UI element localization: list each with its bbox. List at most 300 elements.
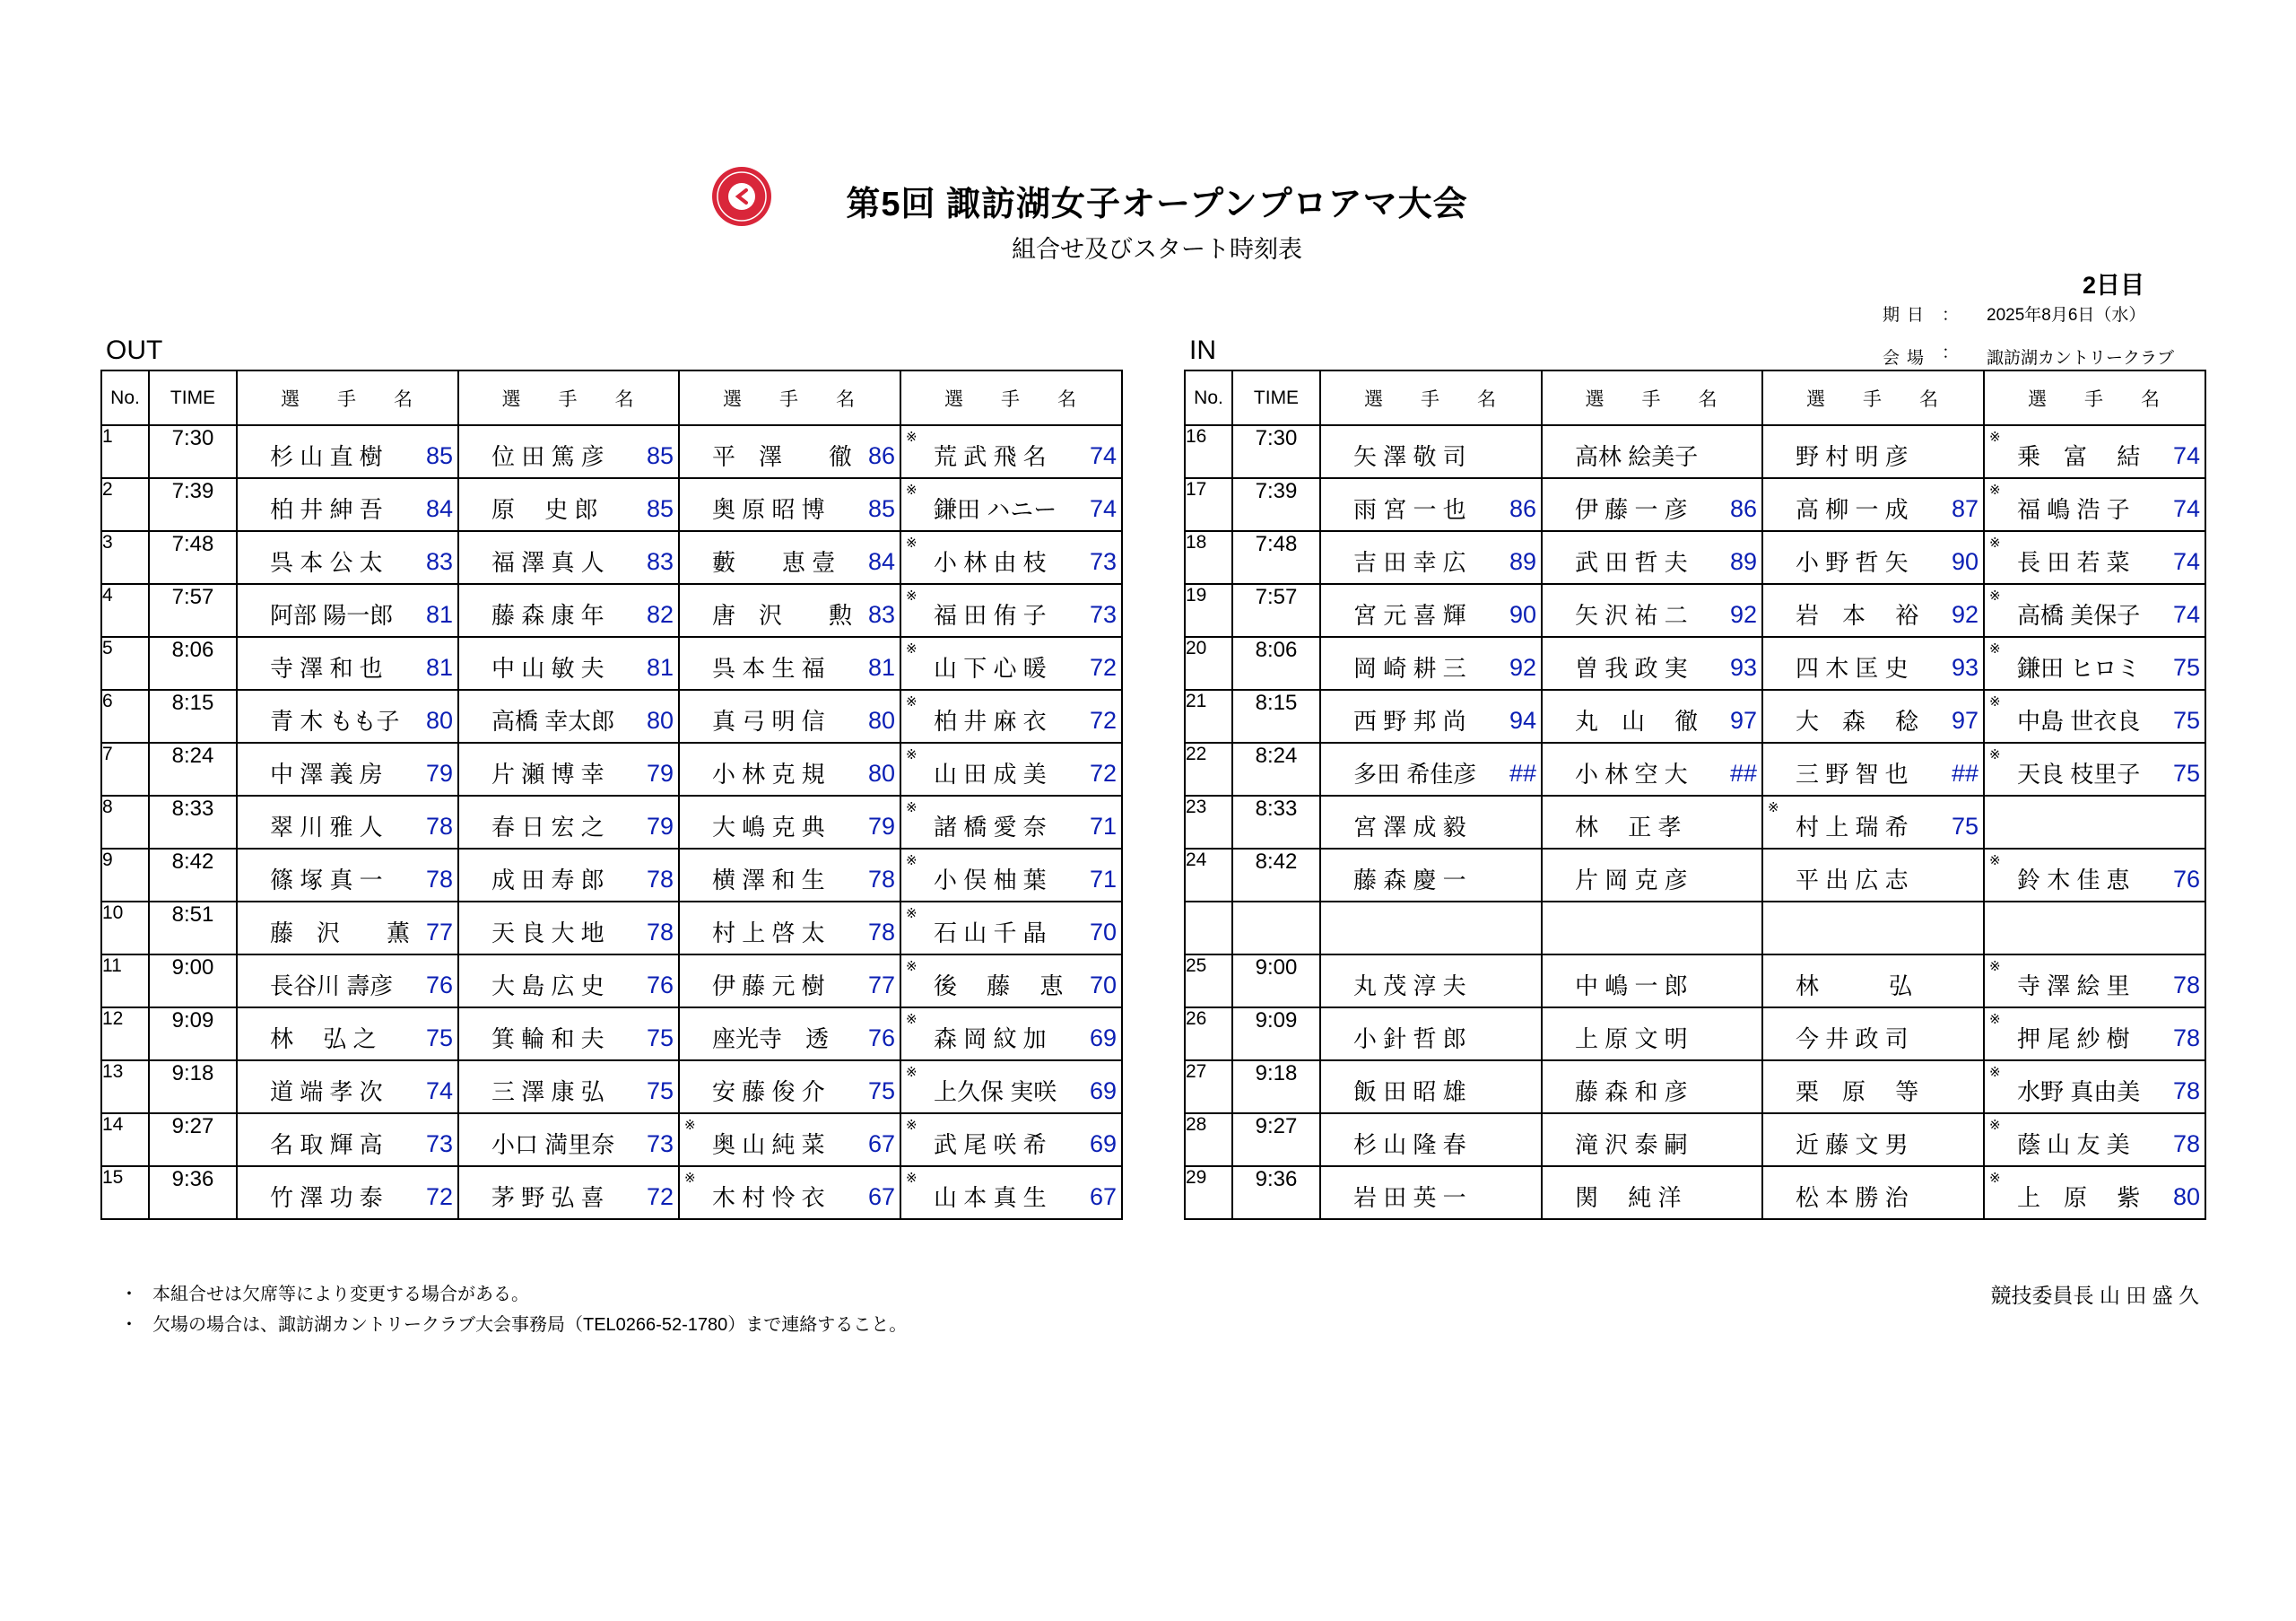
- group-number: 23: [1185, 796, 1232, 849]
- group-number: 12: [101, 1007, 149, 1060]
- player-cell: [1320, 425, 1542, 478]
- player-cell: [1762, 1166, 1984, 1219]
- start-time: 7:30: [1232, 425, 1320, 478]
- player-name: 藤 森 康 年: [491, 602, 604, 629]
- player-name: 藤 森 和 彦: [1575, 1078, 1688, 1105]
- player-score: 85: [425, 442, 453, 469]
- amateur-mark: ※: [906, 694, 918, 710]
- player-score: 79: [867, 813, 895, 840]
- start-time: 9:09: [1232, 1007, 1320, 1060]
- player-name: 藤 森 慶 一: [1353, 867, 1466, 893]
- start-time: 8:33: [149, 796, 237, 849]
- player-score: 76: [425, 972, 453, 998]
- group-number: 27: [1185, 1060, 1232, 1113]
- player-cell: [237, 1060, 458, 1113]
- player-score: 94: [1509, 707, 1536, 734]
- player-name: 今 井 政 司: [1796, 1025, 1909, 1052]
- player-name: 山 下 心 暖: [934, 655, 1047, 682]
- player-name: 長 田 若 菜: [2017, 549, 2130, 576]
- player-cell: [1320, 1060, 1542, 1113]
- group-row: [101, 743, 1122, 796]
- player-name: 三 野 智 也: [1796, 761, 1909, 788]
- player-cell: [1984, 1060, 2205, 1113]
- player-cell: [1984, 1166, 2205, 1219]
- start-time: 8:33: [1232, 796, 1320, 849]
- group-row: [101, 1166, 1122, 1219]
- player-score: 78: [2172, 1024, 2200, 1051]
- page-title: 第5回 諏訪湖女子オープンプロアマ大会: [846, 186, 1468, 223]
- group-number: 29: [1185, 1166, 1232, 1219]
- player-score: 74: [2172, 442, 2200, 469]
- player-score: 72: [1089, 707, 1117, 734]
- player-cell: [1320, 690, 1542, 743]
- player-name: 野 村 明 彦: [1796, 443, 1909, 470]
- player-name: 丸 茂 淳 夫: [1353, 972, 1466, 999]
- player-cell: [1320, 743, 1542, 796]
- player-cell: [458, 743, 679, 796]
- player-score: 89: [1509, 548, 1536, 575]
- start-time: 9:36: [149, 1166, 237, 1219]
- player-cell: [1984, 478, 2205, 531]
- player-cell: [1542, 849, 1762, 902]
- amateur-mark: ※: [1989, 853, 2001, 868]
- player-cell: [1762, 478, 1984, 531]
- player-cell: [1984, 1113, 2205, 1166]
- player-name: 多田 希佳彦: [1353, 761, 1477, 788]
- player-name: 位 田 篤 彦: [491, 443, 604, 470]
- player-score: ##: [1951, 760, 1979, 787]
- player-name: 福 嶋 浩 子: [2017, 496, 2130, 523]
- date-value: 2025年8月6日（水）: [1987, 306, 2146, 325]
- player-cell: [1542, 796, 1762, 849]
- start-time: 9:18: [149, 1060, 237, 1113]
- player-name: 青 木 もも子: [270, 708, 400, 735]
- amateur-mark: ※: [906, 800, 918, 815]
- player-cell: [1542, 637, 1762, 690]
- player-score: 80: [867, 707, 895, 734]
- player-score: ##: [1729, 760, 1757, 787]
- player-name: 後 藤 恵: [934, 972, 1064, 999]
- player-score: 78: [425, 813, 453, 840]
- player-name: 村 上 瑞 希: [1796, 814, 1909, 841]
- player-cell: [1984, 531, 2205, 584]
- col-header-player: 選手名: [1542, 370, 1762, 425]
- group-number: 6: [101, 690, 149, 743]
- player-name: 宮 澤 成 毅: [1353, 814, 1466, 841]
- player-cell: [458, 796, 679, 849]
- player-cell: [1320, 478, 1542, 531]
- player-score: 74: [1089, 495, 1117, 522]
- player-cell: [679, 902, 900, 954]
- group-number: 21: [1185, 690, 1232, 743]
- group-row: [1185, 584, 2205, 637]
- player-score: 76: [646, 972, 674, 998]
- player-name: 飯 田 昭 雄: [1353, 1078, 1466, 1105]
- venue-label: 会場: [1883, 349, 1932, 368]
- player-cell: [458, 849, 679, 902]
- start-time: 7:57: [149, 584, 237, 637]
- player-name: 矢 沢 祐 二: [1575, 602, 1688, 629]
- player-cell: [1542, 902, 1762, 954]
- player-cell: [900, 954, 1122, 1007]
- group-number: [1185, 902, 1232, 954]
- player-cell: [1542, 690, 1762, 743]
- col-header-player: 選手名: [458, 370, 679, 425]
- player-score: 81: [425, 654, 453, 681]
- player-cell: [1762, 637, 1984, 690]
- player-cell: [900, 902, 1122, 954]
- col-header-no: No.: [1185, 370, 1232, 425]
- player-name: 高橋 幸太郎: [491, 708, 615, 735]
- player-cell: [237, 690, 458, 743]
- player-name: 福 澤 真 人: [491, 549, 604, 576]
- start-time: 8:42: [149, 849, 237, 902]
- player-name: 林 正 孝: [1575, 814, 1682, 841]
- group-number: 17: [1185, 478, 1232, 531]
- player-name: 蔭 山 友 美: [2017, 1131, 2130, 1158]
- start-time: 8:06: [1232, 637, 1320, 690]
- player-name: 横 澤 和 生: [712, 867, 825, 893]
- player-cell: [237, 478, 458, 531]
- player-score: 86: [867, 442, 895, 469]
- player-name: 杉 山 隆 春: [1353, 1131, 1466, 1158]
- player-cell: [458, 954, 679, 1007]
- player-cell: [1984, 425, 2205, 478]
- player-cell: [1984, 902, 2205, 954]
- player-score: 79: [425, 760, 453, 787]
- header-row: [1185, 370, 2205, 425]
- player-cell: [1762, 743, 1984, 796]
- amateur-mark: ※: [906, 483, 918, 498]
- col-header-player: 選手名: [900, 370, 1122, 425]
- player-cell: [458, 531, 679, 584]
- player-name: 雨 宮 一 也: [1353, 496, 1466, 523]
- player-score: 73: [646, 1130, 674, 1157]
- player-name: 伊 藤 元 樹: [712, 972, 825, 999]
- col-header-time: TIME: [1232, 370, 1320, 425]
- player-name: 水野 真由美: [2017, 1078, 2141, 1105]
- amateur-mark: ※: [1989, 959, 2001, 974]
- col-header-no: No.: [101, 370, 149, 425]
- player-cell: [458, 1007, 679, 1060]
- player-cell: [1320, 584, 1542, 637]
- group-row: [1185, 425, 2205, 478]
- player-cell: [237, 1113, 458, 1166]
- player-name: 奥 山 純 菜: [712, 1131, 825, 1158]
- group-row: [101, 1060, 1122, 1113]
- player-cell: [679, 478, 900, 531]
- amateur-mark: ※: [906, 1065, 918, 1080]
- player-cell: [1762, 1060, 1984, 1113]
- player-cell: [900, 1007, 1122, 1060]
- player-score: 76: [867, 1024, 895, 1051]
- player-score: 75: [867, 1077, 895, 1104]
- amateur-mark: ※: [906, 906, 918, 921]
- start-time: 9:27: [1232, 1113, 1320, 1166]
- player-name: 岡 崎 耕 三: [1353, 655, 1466, 682]
- player-cell: [237, 796, 458, 849]
- player-score: 75: [2172, 760, 2200, 787]
- amateur-mark: ※: [906, 959, 918, 974]
- player-score: ##: [1509, 760, 1536, 787]
- player-name: 曽 我 政 実: [1575, 655, 1688, 682]
- player-score: 93: [1729, 654, 1757, 681]
- player-score: 86: [1509, 495, 1536, 522]
- player-name: 寺 澤 絵 里: [2017, 972, 2130, 999]
- group-row: [101, 531, 1122, 584]
- group-number: 19: [1185, 584, 1232, 637]
- group-row: [1185, 1060, 2205, 1113]
- player-name: 中 山 敏 夫: [491, 655, 604, 682]
- player-score: 75: [2172, 707, 2200, 734]
- player-name: 天 良 大 地: [491, 919, 604, 946]
- player-cell: [1762, 954, 1984, 1007]
- player-name: 茅 野 弘 喜: [491, 1184, 604, 1211]
- amateur-mark: ※: [1989, 1171, 2001, 1186]
- player-name: 小 針 哲 郎: [1353, 1025, 1466, 1052]
- player-name: 原 史 郎: [491, 496, 598, 523]
- group-number: 1: [101, 425, 149, 478]
- player-name: 西 野 邦 尚: [1353, 708, 1466, 735]
- player-cell: [1762, 1113, 1984, 1166]
- player-cell: [679, 637, 900, 690]
- player-name: 小 林 由 枝: [934, 549, 1047, 576]
- player-cell: [1762, 849, 1984, 902]
- player-score: 75: [425, 1024, 453, 1051]
- amateur-mark: ※: [906, 430, 918, 445]
- group-row: [101, 796, 1122, 849]
- player-name: 平 澤 徹: [712, 443, 853, 470]
- player-cell: [1984, 743, 2205, 796]
- start-time: 9:00: [149, 954, 237, 1007]
- player-score: 69: [1089, 1077, 1117, 1104]
- player-score: 86: [1729, 495, 1757, 522]
- player-cell: [900, 478, 1122, 531]
- player-cell: [900, 796, 1122, 849]
- player-name: 岩 本 裕: [1796, 602, 1919, 629]
- player-name: 松 本 勝 治: [1796, 1184, 1909, 1211]
- player-score: 80: [867, 760, 895, 787]
- player-cell: [1320, 796, 1542, 849]
- player-name: 鈴 木 佳 恵: [2017, 867, 2130, 893]
- player-cell: [1542, 1166, 1762, 1219]
- group-number: 4: [101, 584, 149, 637]
- amateur-mark: ※: [906, 536, 918, 551]
- player-score: 89: [1729, 548, 1757, 575]
- player-name: 道 端 孝 次: [270, 1078, 383, 1105]
- group-row: [101, 690, 1122, 743]
- start-time: 8:51: [149, 902, 237, 954]
- group-number: 25: [1185, 954, 1232, 1007]
- player-score: 73: [1089, 601, 1117, 628]
- player-cell: [900, 743, 1122, 796]
- player-score: 75: [646, 1024, 674, 1051]
- player-cell: [1984, 954, 2205, 1007]
- group-row: [1185, 954, 2205, 1007]
- player-name: 四 木 匡 史: [1796, 655, 1909, 682]
- amateur-mark: ※: [1989, 536, 2001, 551]
- group-row: [1185, 1113, 2205, 1166]
- player-cell: [679, 1060, 900, 1113]
- group-number: 16: [1185, 425, 1232, 478]
- group-number: 26: [1185, 1007, 1232, 1060]
- player-name: 上 原 文 明: [1575, 1025, 1688, 1052]
- player-cell: [237, 1166, 458, 1219]
- player-name: 中 澤 義 房: [270, 761, 383, 788]
- player-cell: [458, 690, 679, 743]
- group-number: 28: [1185, 1113, 1232, 1166]
- player-score: 90: [1951, 548, 1979, 575]
- player-name: 山 田 成 美: [934, 761, 1047, 788]
- group-number: 3: [101, 531, 149, 584]
- player-score: 92: [1509, 654, 1536, 681]
- player-name: 関 純 洋: [1575, 1184, 1682, 1211]
- player-score: 90: [1509, 601, 1536, 628]
- start-time: 8:06: [149, 637, 237, 690]
- player-name: 中 嶋 一 郎: [1575, 972, 1688, 999]
- amateur-mark: ※: [906, 1012, 918, 1027]
- start-time: 8:24: [149, 743, 237, 796]
- player-cell: [1542, 1007, 1762, 1060]
- group-row: [101, 637, 1122, 690]
- player-name: 村 上 啓 太: [712, 919, 825, 946]
- player-name: 三 澤 康 弘: [491, 1078, 604, 1105]
- player-score: 78: [867, 919, 895, 946]
- player-cell: [1542, 743, 1762, 796]
- group-row: [1185, 637, 2205, 690]
- player-cell: [1320, 902, 1542, 954]
- player-cell: [1762, 584, 1984, 637]
- player-cell: [1320, 954, 1542, 1007]
- note-2: 欠場の場合は、諏訪湖カントリークラブ大会事務局（TEL0266-52-1780）まで連絡すること。: [152, 1315, 908, 1335]
- player-name: 荒 武 飛 名: [934, 443, 1047, 470]
- player-cell: [679, 849, 900, 902]
- group-row: [1185, 690, 2205, 743]
- amateur-mark: ※: [906, 641, 918, 657]
- group-number: 7: [101, 743, 149, 796]
- player-name: 小 林 克 規: [712, 761, 825, 788]
- player-cell: [1542, 1060, 1762, 1113]
- player-cell: [1984, 1007, 2205, 1060]
- player-name: 大 嶋 克 典: [712, 814, 825, 841]
- player-cell: [679, 743, 900, 796]
- start-time: 9:18: [1232, 1060, 1320, 1113]
- player-score: 97: [1951, 707, 1979, 734]
- player-name: 成 田 寿 郎: [491, 867, 604, 893]
- group-row: [1185, 1166, 2205, 1219]
- player-cell: [1320, 1113, 1542, 1166]
- player-name: 名 取 輝 高: [270, 1131, 383, 1158]
- player-name: 小 林 空 大: [1575, 761, 1688, 788]
- group-number: 11: [101, 954, 149, 1007]
- player-score: 74: [2172, 548, 2200, 575]
- player-score: 78: [2172, 1130, 2200, 1157]
- player-score: 78: [867, 866, 895, 893]
- player-score: 83: [867, 601, 895, 628]
- player-name: 上久保 実咲: [934, 1078, 1057, 1105]
- player-name: 岩 田 英 一: [1353, 1184, 1466, 1211]
- player-name: 吉 田 幸 広: [1353, 549, 1466, 576]
- group-number: 20: [1185, 637, 1232, 690]
- start-time: 9:36: [1232, 1166, 1320, 1219]
- group-number: 8: [101, 796, 149, 849]
- player-score: 82: [646, 601, 674, 628]
- amateur-mark: ※: [1989, 1118, 2001, 1133]
- player-cell: [1320, 1007, 1542, 1060]
- player-cell: [679, 584, 900, 637]
- player-score: 71: [1089, 813, 1117, 840]
- player-score: 67: [867, 1183, 895, 1210]
- start-time: 8:15: [1232, 690, 1320, 743]
- start-time: [1232, 902, 1320, 954]
- committee-chair: 競技委員長 山 田 盛 久: [1990, 1284, 2199, 1307]
- player-cell: [458, 478, 679, 531]
- start-time: 8:24: [1232, 743, 1320, 796]
- player-cell: [1542, 1113, 1762, 1166]
- header-row: [101, 370, 1122, 425]
- player-cell: [679, 1166, 900, 1219]
- player-name: 丸 山 徹: [1575, 708, 1699, 735]
- player-name: 箕 輪 和 夫: [491, 1025, 604, 1052]
- player-name: 林 弘 之: [270, 1025, 377, 1052]
- player-score: 80: [425, 707, 453, 734]
- col-header-time: TIME: [149, 370, 237, 425]
- player-name: 竹 澤 功 泰: [270, 1184, 383, 1211]
- player-cell: [900, 1113, 1122, 1166]
- player-cell: [458, 1113, 679, 1166]
- player-cell: [679, 1007, 900, 1060]
- player-score: 78: [2172, 1077, 2200, 1104]
- player-score: 78: [646, 919, 674, 946]
- in-pairings-table: [1184, 370, 2206, 1220]
- player-name: 長谷川 壽彦: [270, 972, 394, 999]
- col-header-player: 選手名: [1320, 370, 1542, 425]
- player-name: 平 出 広 志: [1796, 867, 1909, 893]
- player-cell: [1984, 796, 2205, 849]
- player-cell: [679, 954, 900, 1007]
- group-row: [1185, 849, 2205, 902]
- amateur-mark: ※: [906, 747, 918, 763]
- player-name: 林 弘: [1796, 972, 1913, 999]
- player-score: 92: [1951, 601, 1979, 628]
- player-score: 77: [425, 919, 453, 946]
- amateur-mark: ※: [1989, 747, 2001, 763]
- player-score: 69: [1089, 1130, 1117, 1157]
- player-name: 鎌田 ヒロミ: [2017, 655, 2141, 682]
- player-cell: [237, 1007, 458, 1060]
- player-name: 奥 原 昭 博: [712, 496, 825, 523]
- amateur-mark: ※: [1989, 1012, 2001, 1027]
- player-cell: [1320, 531, 1542, 584]
- group-row: [1185, 902, 2205, 954]
- group-number: 15: [101, 1166, 149, 1219]
- player-name: 小 野 哲 矢: [1796, 549, 1909, 576]
- player-name: 高 柳 一 成: [1796, 496, 1909, 523]
- player-cell: [458, 1166, 679, 1219]
- start-time: 7:57: [1232, 584, 1320, 637]
- player-score: 97: [1729, 707, 1757, 734]
- start-time: 9:27: [149, 1113, 237, 1166]
- date-colon: ：: [1942, 306, 1960, 325]
- amateur-mark: ※: [1989, 1065, 2001, 1080]
- player-cell: [237, 743, 458, 796]
- group-number: 22: [1185, 743, 1232, 796]
- player-cell: [900, 849, 1122, 902]
- start-time: 9:00: [1232, 954, 1320, 1007]
- player-cell: [900, 584, 1122, 637]
- note-bullet: ・: [120, 1315, 138, 1335]
- player-score: 85: [867, 495, 895, 522]
